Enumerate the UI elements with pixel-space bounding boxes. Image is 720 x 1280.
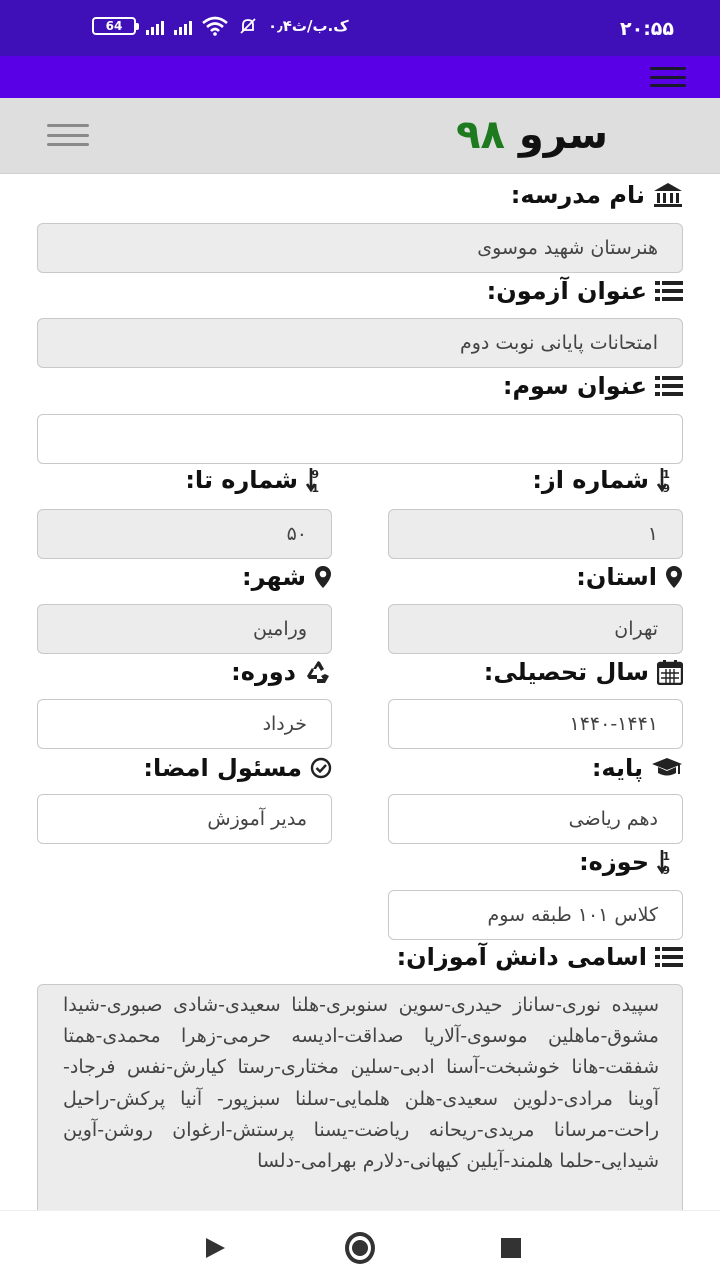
third-title-label: عنوان سوم: [503, 369, 683, 403]
signal-icon [146, 17, 164, 35]
svg-text:9: 9 [662, 864, 670, 876]
svg-text:1: 1 [662, 468, 670, 481]
signatory-label: مسئول امضا: [143, 751, 332, 785]
sort-numeric-icon [657, 848, 683, 876]
school-name-field[interactable]: هنرستان شهید موسوی [37, 223, 683, 273]
exam-title-label: عنوان آزمون: [487, 274, 683, 308]
battery-level: 64 [105, 19, 123, 33]
site-menu-icon[interactable] [47, 124, 89, 146]
wifi-icon [202, 16, 228, 36]
clock: ۲۰:۵۵ [620, 18, 674, 40]
academic-year-label: سال تحصیلی: [484, 655, 683, 689]
map-marker-icon [665, 565, 683, 589]
recycle-icon [304, 659, 332, 685]
grade-field[interactable]: دهم ریاضی [388, 794, 683, 844]
number-to-label: 9 1 شماره تا: [185, 463, 332, 497]
grade-label: پایه: [592, 751, 683, 785]
third-title-field[interactable] [37, 414, 683, 464]
province-label: استان: [576, 560, 683, 594]
map-marker-icon [314, 565, 332, 589]
number-from-field[interactable]: ۱ [388, 509, 683, 559]
institution-icon [653, 182, 683, 208]
list-icon [655, 375, 683, 397]
list-icon [655, 946, 683, 968]
city-field[interactable]: ورامین [37, 604, 332, 654]
number-from-label: 1 9 شماره از: [532, 463, 683, 497]
status-icons [92, 16, 349, 36]
notifications-off-icon [238, 16, 258, 36]
brand-number: ۹۸ [456, 112, 505, 158]
battery-icon [92, 17, 136, 35]
term-field[interactable]: خرداد [37, 699, 332, 749]
school-name-label: نام مدرسه: [511, 178, 683, 212]
menu-icon[interactable] [650, 67, 686, 87]
calendar-icon [657, 659, 683, 685]
svg-text:9: 9 [311, 468, 319, 481]
exam-title-field[interactable]: امتحانات پایانی نوبت دوم [37, 318, 683, 368]
academic-year-field[interactable]: ۱۴۴۰-۱۴۴۱ [388, 699, 683, 749]
site-logo[interactable] [456, 112, 608, 158]
recent-apps-button[interactable] [496, 1233, 526, 1263]
venue-label: 1 9 حوزه: [579, 845, 683, 879]
sort-numeric-icon [657, 466, 683, 494]
student-names-label: اسامی دانش آموزان: [397, 940, 683, 974]
home-icon [345, 1232, 375, 1264]
app-bar [0, 56, 720, 98]
system-nav-bar [0, 1210, 720, 1280]
term-label: دوره: [231, 655, 332, 689]
svg-text:9: 9 [662, 482, 670, 494]
sort-numeric-desc-icon [306, 466, 332, 494]
svg-text:1: 1 [662, 850, 670, 863]
recent-apps-icon [501, 1238, 521, 1258]
city-label: شهر: [242, 560, 332, 594]
svg-text:1: 1 [311, 482, 319, 494]
network-speed: ۰٫۴ک.ب/ث [268, 17, 349, 35]
student-names-textarea[interactable]: سپیده نوری-ساناز حیدری-سوین سنوبری-هلنا سعیدی-شادی صبوری-شیدا مشوق-ماهلین موسوی-آلاریا صداقت-ادیسه حرمی-زهرا محمدی-همتا شفقت-هانا خوشبخت-آسنا ادبی-سلین مختاری-رستا کیارش-نفس فرجاد-آوینا مرادی-دلوین سعیدی-هلن هلمایی-سلنا سبزپور- آنیا پرکش-راحیل راحت-مرسانا مریدی-ریحانه ریاضت-یسنا پرستش-ارغوان روشن-آوین شیدایی-حلما هلمند-آیلین کیهانی-دلارم بهرامی-دلسا [37, 984, 683, 1224]
signal-icon [174, 17, 192, 35]
back-button[interactable] [200, 1233, 230, 1263]
brand-word: سرو [518, 112, 608, 158]
home-button[interactable] [345, 1233, 375, 1263]
back-icon [206, 1238, 225, 1258]
graduation-cap-icon [651, 756, 683, 780]
province-field[interactable]: تهران [388, 604, 683, 654]
list-icon [655, 280, 683, 302]
number-to-field[interactable]: ۵۰ [37, 509, 332, 559]
status-bar [0, 0, 720, 56]
site-header [0, 98, 720, 174]
venue-field[interactable]: کلاس ۱۰۱ طبقه سوم [388, 890, 683, 940]
signatory-field[interactable]: مدیر آموزش [37, 794, 332, 844]
check-circle-icon [310, 757, 332, 779]
